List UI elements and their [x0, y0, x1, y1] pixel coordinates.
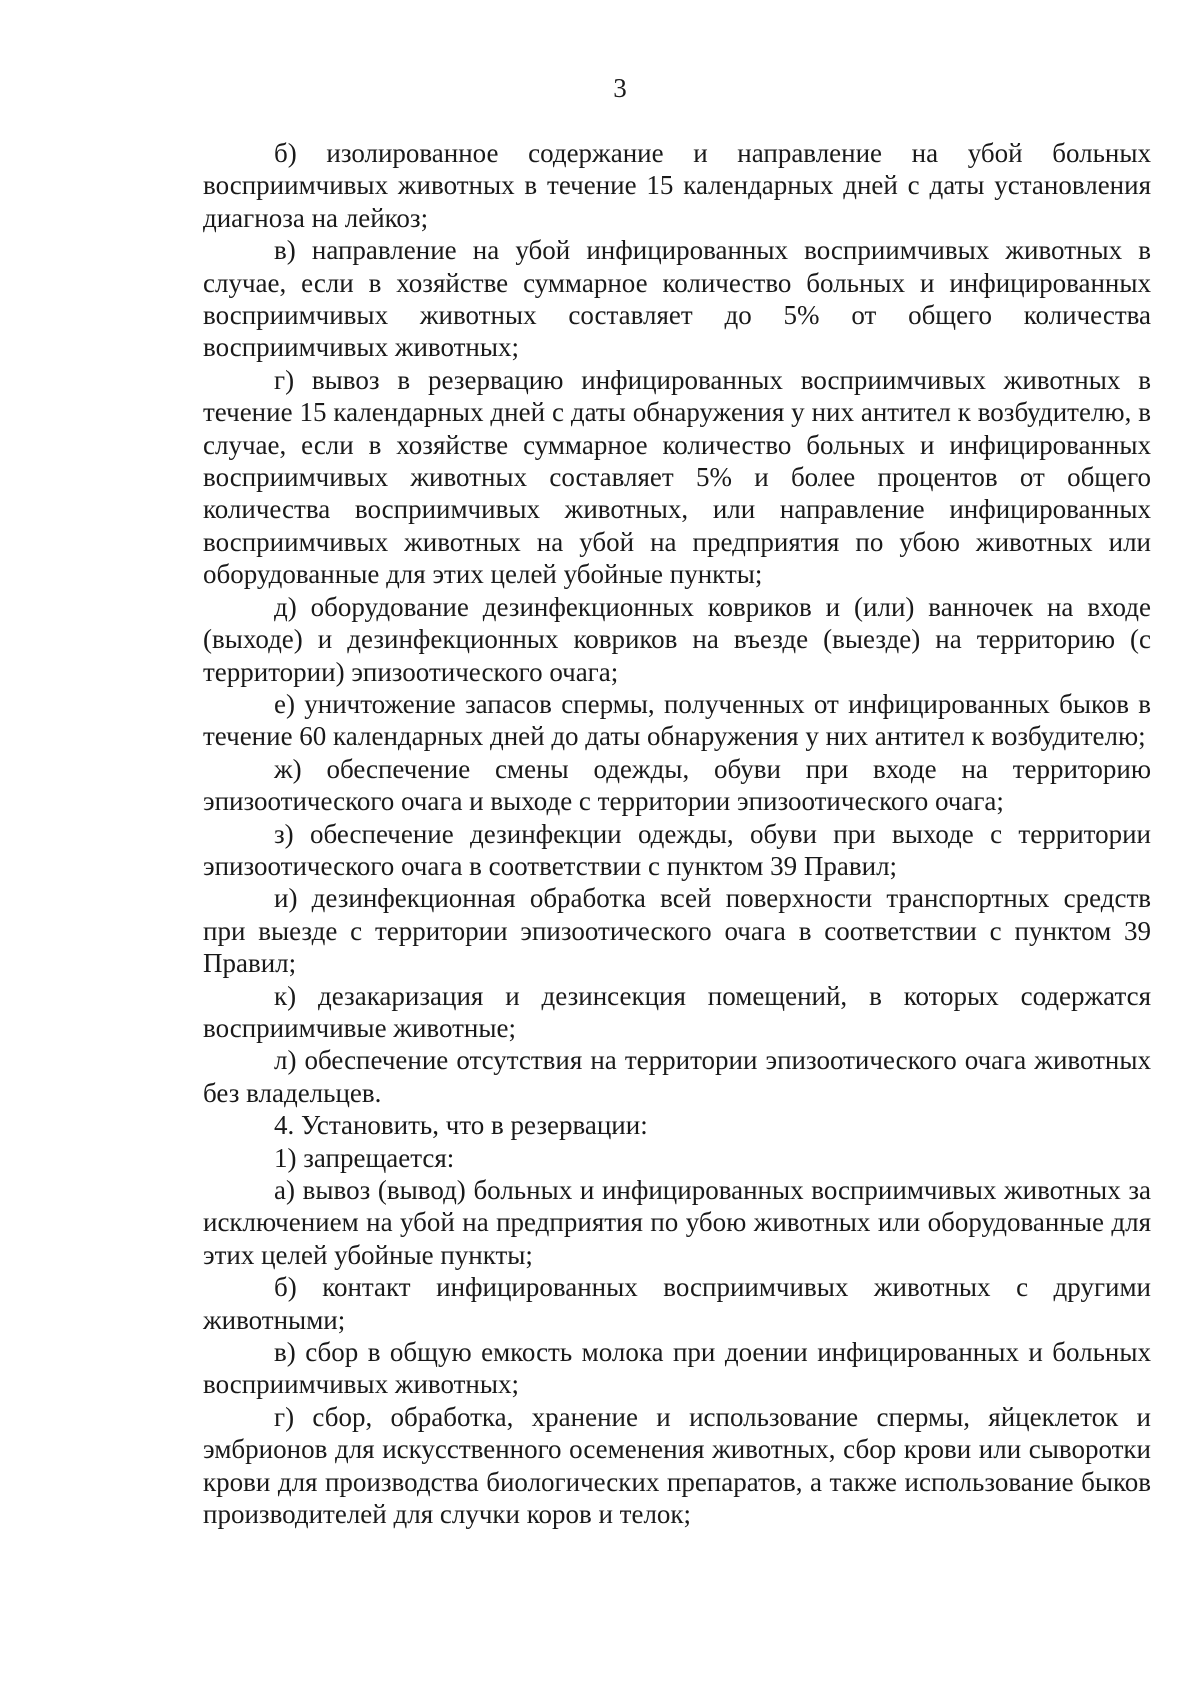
- document-body: [203, 137, 1151, 1530]
- paragraph-k-disacarization: к) дезакаризация и дезинсекция помещений, в которых содержатся восприимчивые животные;: [203, 980, 1151, 1043]
- paragraph-a-removal: а) вывоз (вывод) больных и инфицированных восприимчивых животных за исключением на убой на предприятия по убою животных или оборудованные для этих целей убойные пункты;: [203, 1175, 1151, 1270]
- paragraph-l-stray-animals: л) обеспечение отсутствия на территории эпизоотического очага животных без владельцев.: [203, 1045, 1151, 1108]
- paragraph-e-sperm-destruction: е) уничтожение запасов спермы, полученных от инфицированных быков в течение 60 календарных дней до даты обнаружения у них антител к возбудителю;: [203, 688, 1151, 752]
- paragraph-b-contact: б) контакт инфицированных восприимчивых животных с другими животными;: [203, 1272, 1151, 1335]
- paragraph-g-reservation: г) вывоз в резервацию инфицированных восприимчивых животных в течение 15 календарных дней с даты обнаружения у них антител к возбудителю, в случае, если в хозяйстве суммарное количество больных и инфицированных восприимчивых животных составляет 5% и более процентов от общего количества восприимчивых животных, или направление инфицированных восприимчивых животных на убой на предприятия по убою животных или оборудованные для этих целей убойные пункты;: [203, 364, 1151, 590]
- page-number: 3: [613, 73, 627, 103]
- paragraph-d-disinfection-mats: д) оборудование дезинфекционных ковриков и (или) ванночек на входе (выходе) и дезинфекционных ковриков на въезде (выезде) на территорию (с территории) эпизоотического очага;: [203, 591, 1151, 687]
- paragraph-b-isolation: б) изолированное содержание и направление на убой больных восприимчивых животных в течение 15 календарных дней с даты установления диагноза на лейкоз;: [203, 138, 1151, 233]
- paragraph-z-clothing-disinfection: з) обеспечение дезинфекции одежды, обуви при выходе с территории эпизоотического очага в соответствии с пунктом 39 Правил;: [203, 818, 1151, 881]
- paragraph-v-milk-collection: в) сбор в общую емкость молока при доении инфицированных и больных восприимчивых животных;: [203, 1337, 1151, 1400]
- paragraph-4-reservation: 4. Установить, что в резервации:: [274, 1110, 648, 1141]
- paragraph-g-sperm-use: г) сбор, обработка, хранение и использование спермы, яйцеклеток и эмбрионов для искусственного осеменения животных, сбор крови или сыворотки крови для производства биологических препаратов, а также использование быков производителей для случки коров и телок;: [203, 1401, 1151, 1530]
- paragraph-i-vehicle-disinfection: и) дезинфекционная обработка всей поверхности транспортных средств при выезде с территории эпизоотического очага в соответствии с пунктом 39 Правил;: [203, 883, 1151, 979]
- paragraph-1-prohibited: 1) запрещается:: [274, 1142, 455, 1173]
- paragraph-zh-clothing-change: ж) обеспечение смены одежды, обуви при входе на территорию эпизоотического очага и выходе с территории эпизоотического очага;: [203, 753, 1151, 817]
- paragraph-v-slaughter: в) направление на убой инфицированных восприимчивых животных в случае, если в хозяйстве суммарное количество больных и инфицированных восприимчивых животных составляет до 5% от общего количества восприимчивых животных;: [203, 235, 1151, 363]
